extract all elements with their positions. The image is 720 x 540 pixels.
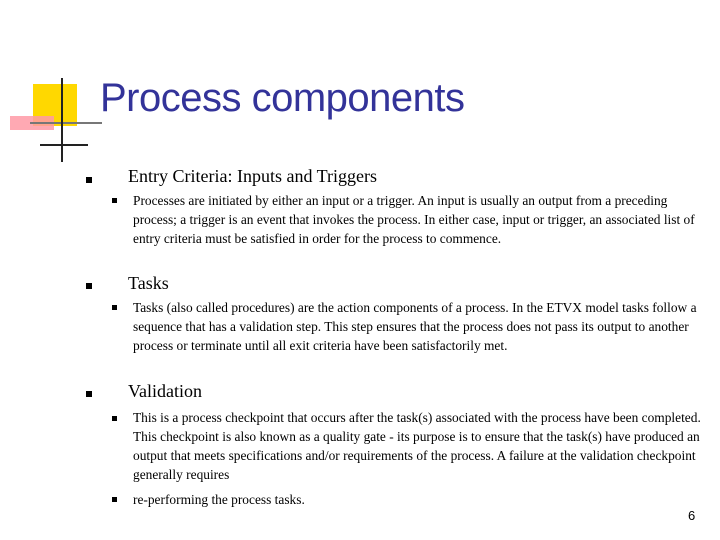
section-paragraph: re-performing the process tasks. (133, 492, 305, 507)
section-paragraph: Tasks (also called procedures) are the action components of a process. In the ETVX model tasks follow a sequence that has a validation step. This step ensures that the process does not pass its output to another process or terminate until all exit criteria have been satisfactorily met. (133, 300, 697, 353)
decoration-vertical-line (61, 78, 63, 162)
section-heading-validation: Validation (128, 381, 202, 401)
section-paragraph: Processes are initiated by either an input or a trigger. An input is usually an output from a preceding process; a trigger is an event that invokes the process. In either case, input or trigger, an associated list of entry criteria must be satisfied in order for the process to commence. (133, 193, 695, 246)
square-bullet-icon (112, 198, 117, 203)
section-heading-tasks: Tasks (128, 273, 169, 293)
square-bullet-icon (86, 177, 92, 183)
square-bullet-icon (86, 391, 92, 397)
decoration-horizontal-line (40, 144, 88, 146)
square-bullet-icon (112, 305, 117, 310)
slide-title: Process components (100, 76, 465, 120)
square-bullet-icon (112, 416, 117, 421)
square-bullet-icon (112, 497, 117, 502)
decoration-grey-line (30, 122, 102, 124)
page-number: 6 (688, 508, 696, 523)
section-heading-entry-criteria: Entry Criteria: Inputs and Triggers (128, 166, 377, 186)
section-paragraph: This is a process checkpoint that occurs after the task(s) associated with the process have been completed. This checkpoint is also known as a quality gate - its purpose is to ensure that the task(s) have produced an output that meets specifications and/or requirements of the process. A failure at the validation checkpoint generally requires (133, 410, 701, 482)
square-bullet-icon (86, 283, 92, 289)
